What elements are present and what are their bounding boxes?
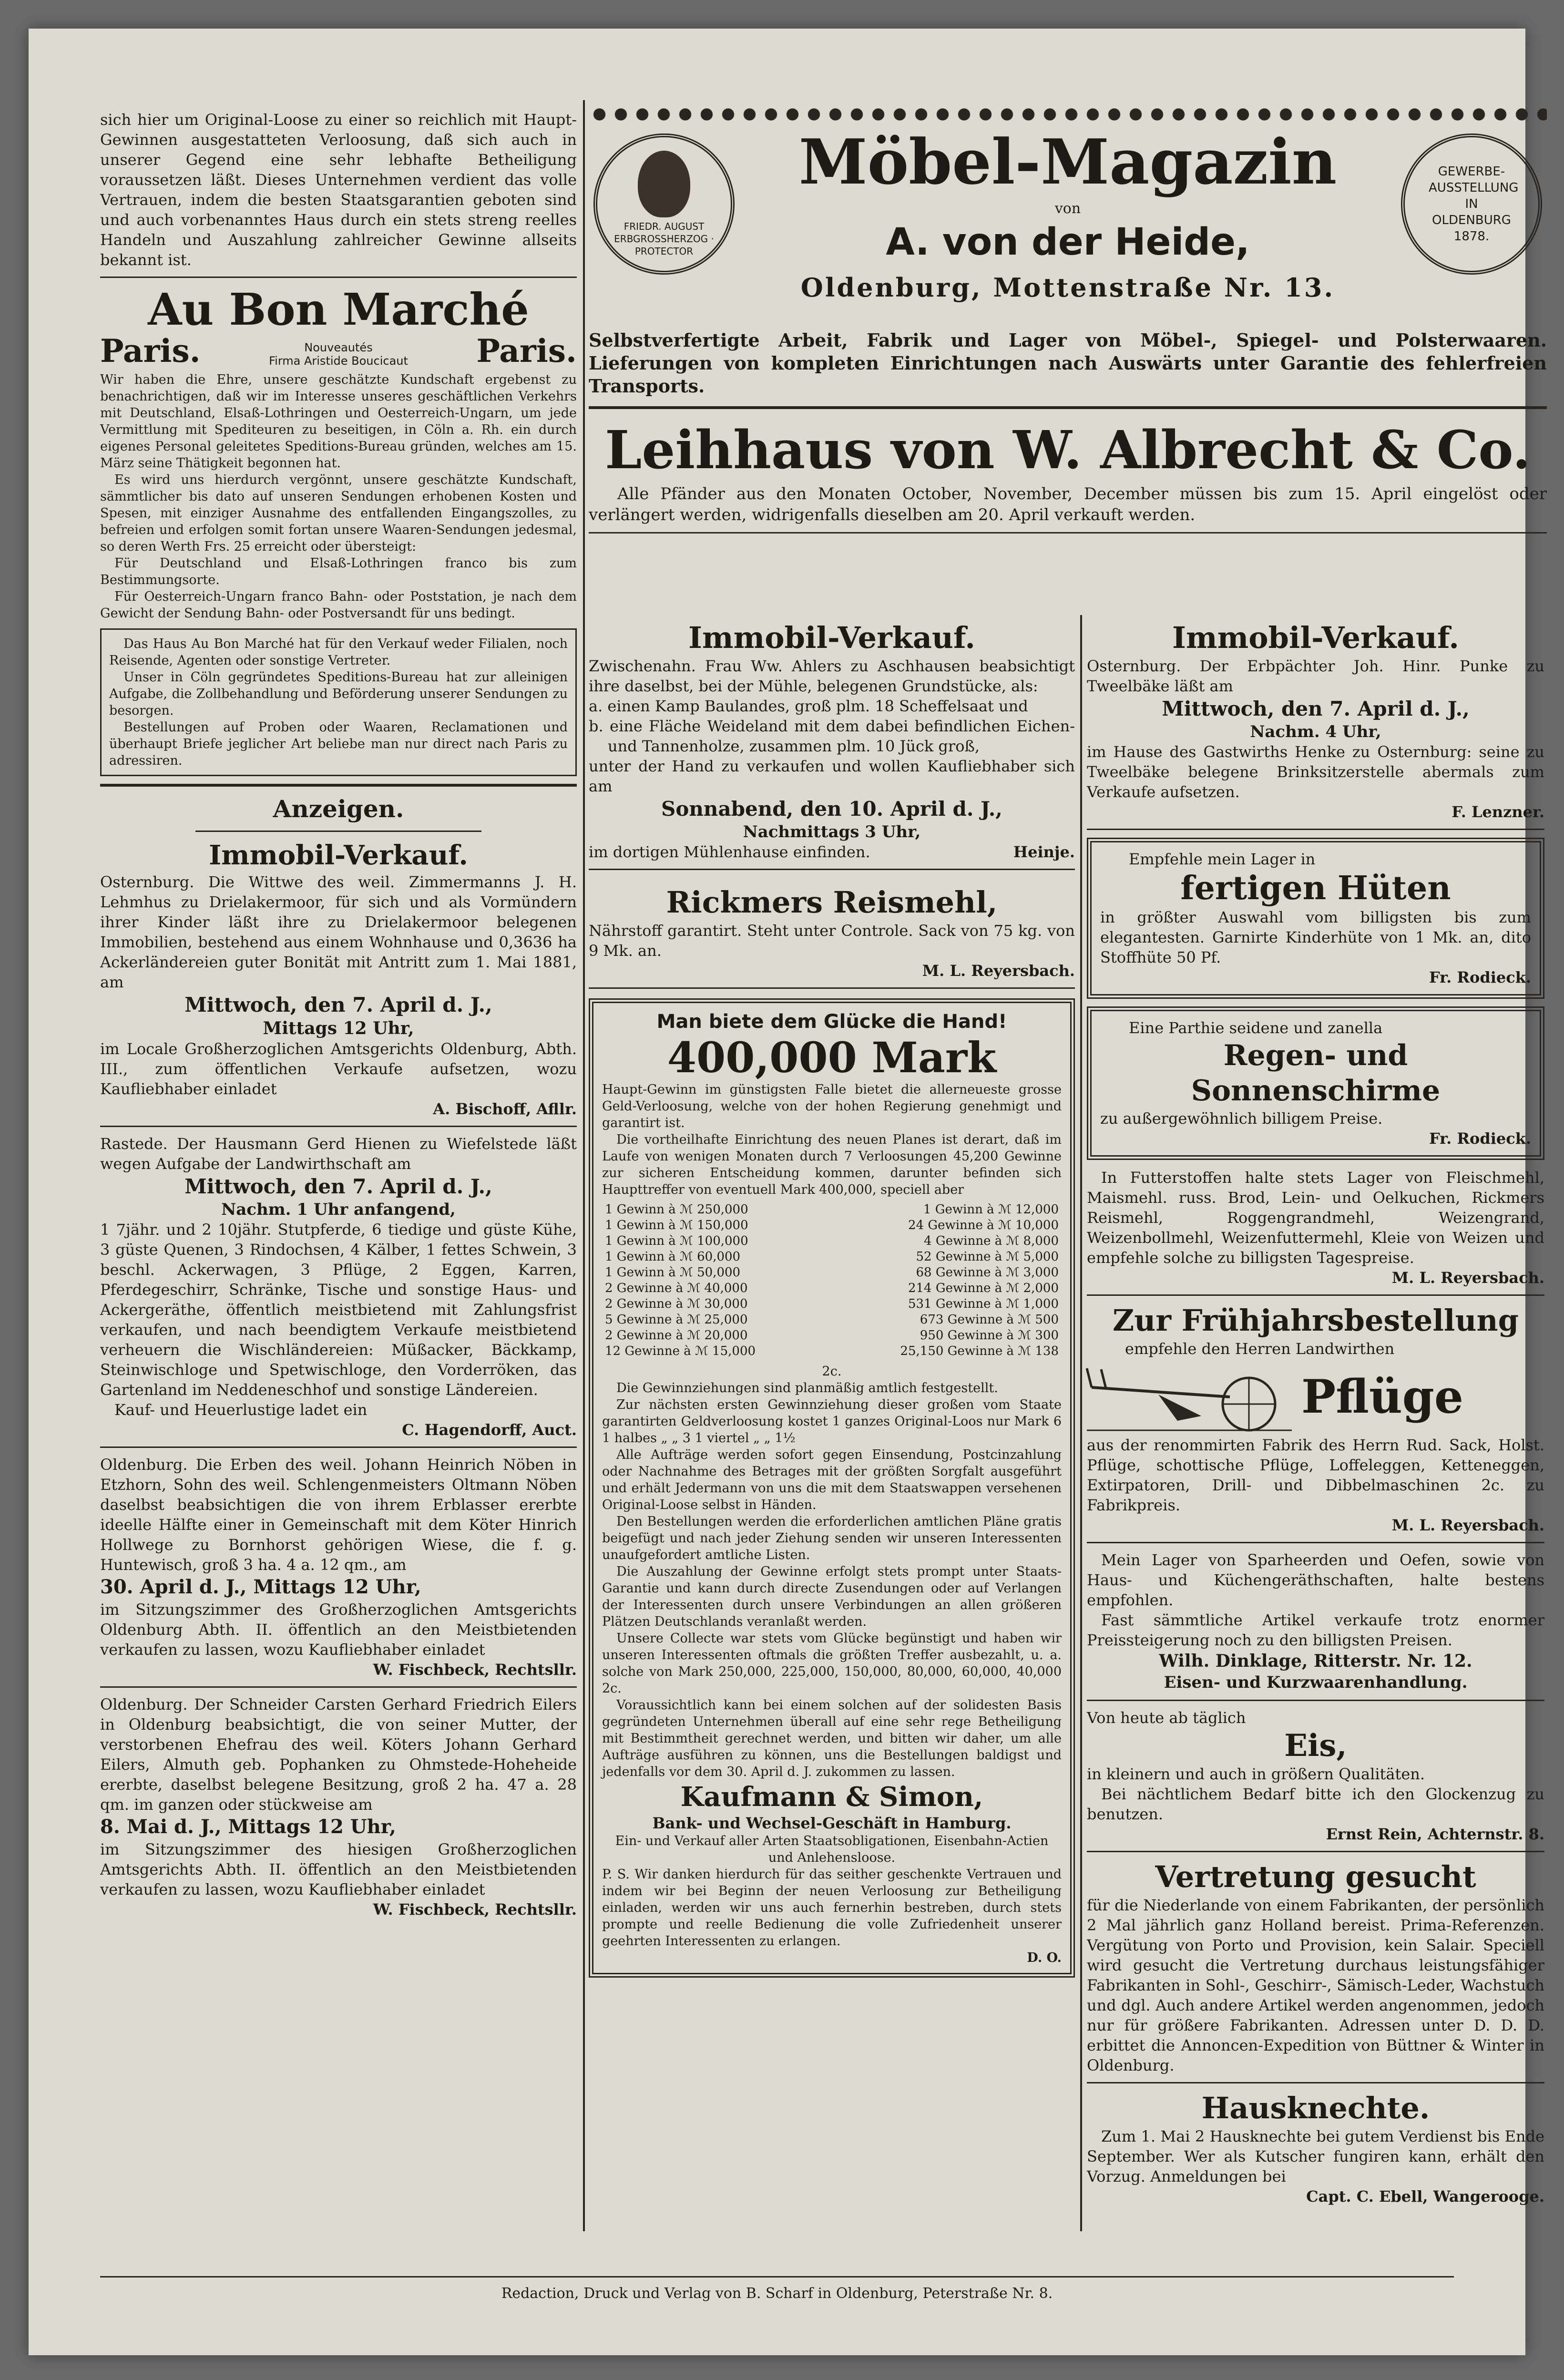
bon-marche-notice-box: [100, 628, 577, 776]
moebel-title: Möbel-Magazin: [798, 125, 1337, 198]
bon-marche-p1: Wir haben die Ehre, unsere geschätzte Kundschaft ergebenst zu benachrichtigen, daß wir im Interesse unseres geschäftlichen Verkehrs mit Deutschland, Elsaß-Lothringen und Oesterreich-Ungarn, um jede Vermittlung mit Spediteuren zu beseitigen, in Cöln a. Rh. ein durch eigenes Personal geleitetes Speditions-Bureau gründen, welches am 15. März seine Thätigkeit begonnen hat.: [100, 372, 577, 471]
portrait-medal-icon: [593, 133, 735, 275]
moebel-text: Selbstverfertigte Arbeit, Fabrik und Lager von Möbel-, Spiegel- und Polsterwaaren. Lieferungen von kompleten Einrichtungen nach Auswärts unter Garantie des fehlerfreien Transports.: [589, 329, 1547, 397]
ad-title: fertigen Hüten: [1180, 869, 1451, 907]
prize-cell: 25,150 Gewinne à ℳ 138: [900, 1344, 1059, 1358]
ad-body2: im Hause des Gastwirths Henke zu Osternburg: seine zu Tweelbäke belegene Brinksitzerstelle abermals zum Verkaufe aufsetzen.: [1087, 743, 1544, 801]
lottery-p8: Unsere Collecte war stets vom Glücke begünstigt und haben wir unseren Interessenten oftmals die größten Treffer ausbezahlt, u. a. solche von Mark 250,000, 225,000, 150,000, 80,000, 60,000, 40,000 2c.: [602, 1631, 1062, 1696]
prize-cell: 5 Gewinne à ℳ 25,000: [605, 1313, 748, 1327]
lottery-firm2: Bank- und Wechsel-Geschäft in Hamburg.: [652, 1814, 1012, 1832]
bon-marche-ad: [100, 285, 577, 776]
divider: [100, 2276, 1454, 2277]
divider: [100, 1686, 577, 1688]
prize-row: [602, 1218, 1062, 1233]
prize-cell: 2 Gewinne à ℳ 20,000: [605, 1328, 748, 1343]
lottery-headline: Man biete dem Glücke die Hand!: [656, 1011, 1007, 1033]
prize-row: [602, 1296, 1062, 1312]
ad-body: Nährstoff garantirt. Steht unter Controle. Sack von 75 kg. von 9 Mk. an.: [589, 922, 1075, 960]
ad-body: zu außergewöhnlich billigem Preise.: [1100, 1109, 1383, 1128]
bon-marche-box2: Unser in Cöln gegründetes Speditions-Bureau hat zur alleinigen Aufgabe, die Zollbehandlung und Beförderung unserer Sendungen zu besorgen.: [109, 670, 568, 718]
ad-body2: Fast sämmtliche Artikel verkaufe trotz enormer Preissteigerung noch zu den billigsten Preisen.: [1087, 1611, 1544, 1649]
prize-row: [602, 1233, 1062, 1249]
ad-signature: M. L. Reyersbach.: [1391, 1269, 1544, 1287]
lottery-ad: [589, 998, 1075, 1978]
divider: [1087, 1294, 1544, 1296]
prize-cell: 1 Gewinn à ℳ 60,000: [605, 1250, 741, 1264]
divider: [100, 1126, 577, 1127]
ad-title: Zur Frühjahrsbestellung: [1113, 1303, 1519, 1338]
dotted-border: [589, 105, 1547, 124]
lottery-etc: 2c.: [822, 1364, 842, 1379]
moebel-von: von: [1054, 200, 1081, 217]
divider: [100, 784, 577, 787]
ad-big-title: Pflüge: [1301, 1370, 1463, 1424]
ad-body: Osternburg. Die Wittwe des weil. Zimmermanns J. H. Lehmhus zu Drielakermoor, für sich und als Vormündern ihrer Kinder läßt ihre zu Drielakermoor belegenen Immobilien, bestehend aus einem Wohnhause und 0,3636 ha Ackerländereien guter Bonität mit Antritt zum 1. Mai 1881, am: [100, 873, 577, 991]
prize-table: [602, 1202, 1062, 1359]
prize-row: [602, 1249, 1062, 1265]
divider: [1087, 1542, 1544, 1543]
ad-title: Regen- und Sonnenschirme: [1191, 1039, 1441, 1108]
ad-noeben: [100, 1455, 577, 1680]
ad-body: in größter Auswahl vom billigsten bis zum elegantesten. Garnirte Kinderhüte von 1 Mk. an, dito Stoffhüte 50 Pf.: [1100, 908, 1531, 966]
ad-body2: im Locale Großherzoglichen Amtsgerichts Oldenburg, Abth. III., zum öffentlichen Verkaufe aufsetzen, wozu Kaufliebhaber einladet: [100, 1040, 577, 1098]
column-rule: [583, 100, 585, 2231]
ad-body: Zum 1. Mai 2 Hausknechte bei gutem Verdienst bis Ende September. Wer als Kutscher fungiren kann, erhält den Vorzug. Anmeldungen bei: [1087, 2127, 1544, 2185]
lottery-do: D. O.: [1027, 1950, 1062, 1965]
prize-cell: 2 Gewinne à ℳ 30,000: [605, 1297, 748, 1311]
divider: [589, 987, 1075, 989]
lottery-amount: 400,000 Mark: [667, 1033, 997, 1082]
ad-body2: im Sitzungszimmer des Großherzoglichen Amtsgerichts Oldenburg Abth. II. öffentlich an den Meistbietenden verkaufen zu lassen, wozu Kaufliebhaber einladet: [100, 1600, 577, 1659]
lottery-ps: P. S. Wir danken hierdurch für das seither geschenkte Vertrauen und indem wir bei Beginn der neuen Verloosung zur Betheiligung einladen, werden wir uns auch fernerhin bestreben, durch stets prompte und reelle Bedienung die volle Zufriedenheit unserer geehrten Interessenten zu erlangen.: [602, 1867, 1062, 1949]
ad-date: 30. April d. J., Mittags 12 Uhr,: [100, 1576, 421, 1598]
ad-huete: [1087, 838, 1544, 999]
lottery-p5: Alle Aufträge werden sofort gegen Einsendung, Postcinzahlung oder Nachnahme des Betrages mit der größten Sorgfalt ausgeführt und erhält Jedermann von uns die mit dem Staatswappen versehenen Original-Loose selbst in Händen.: [602, 1447, 1062, 1512]
ad-signature: W. Fischbeck, Rechtsllr.: [373, 1900, 577, 1918]
ad-intro: Von heute ab täglich: [1087, 1709, 1246, 1727]
moebel-firm: A. von der Heide,: [886, 221, 1250, 264]
lottery-p7: Die Auszahlung der Gewinne erfolgt stets prompt unter Staats-Garantie und kann durch directe Zusendungen oder auf Verlangen der Interessenten durch unsere Verbindungen an allen größeren Plätzen Deutschlands veranlaßt werden.: [602, 1564, 1062, 1629]
lottery-p9: Voraussichtlich kann bei einem solchen auf der solidesten Basis gegründeten Unternehmen überall auf eine sehr rege Betheiligung mit Bestimmtheit gerechnet werden, und bitten wir daher, um alle Aufträge ausführen zu können, uns die Bestellungen baldigst und jedenfalls vor dem 30. April d. J. zukommen zu lassen.: [602, 1698, 1062, 1779]
ad-time: Nachm. 1 Uhr anfangend,: [221, 1200, 456, 1219]
ad-body: Zwischenahn. Frau Ww. Ahlers zu Aschhausen beabsichtigt ihre daselbst, bei der Mühle, belegenen Grundstücke, als:: [589, 657, 1075, 695]
ad-item-b: b. eine Fläche Weideland mit dem dabei befindlichen Eichen- und Tannenholze, zusammen plm. 10 Jück groß,: [589, 717, 1075, 755]
ad-signature: Ernst Rein, Achternstr. 8.: [1326, 1825, 1544, 1843]
prize-row: [602, 1328, 1062, 1344]
ad-body: Oldenburg. Die Erben des weil. Johann Heinrich Nöben in Etzhorn, Sohn des weil. Schlengenmeisters Oltmann Nöben daselbst beabsichtigen die von ihrem Erblasser ererbte ideelle Hälfte einer in Gemeinschaft mit dem Köter Hinrich Hollwege zu Bornhorst gehörigen Wiese, die f. g. Huntewisch, groß 3 ha. 4 a. 12 qm., am: [100, 1456, 577, 1574]
lottery-p1: Haupt-Gewinn im günstigsten Falle bietet die allerneueste grosse Geld-Verloosung, welche von der hohen Regierung genehmigt und garantirt ist.: [602, 1082, 1062, 1130]
anzeigen-heading: Anzeigen.: [273, 795, 404, 823]
ad-title: Immobil-Verkauf.: [688, 620, 976, 655]
ad-signature: Fr. Rodieck.: [1429, 1129, 1531, 1148]
column-right: [1087, 620, 1544, 2206]
bon-marche-box3: Bestellungen auf Proben oder Waaren, Reclamationen und überhaupt Briefe jeglicher Art beliebe man nur direct nach Paris zu adressiren.: [109, 720, 568, 768]
divider: [1087, 829, 1544, 830]
ad-sub: empfehle den Herren Landwirthen: [1125, 1340, 1395, 1358]
bon-marche-p3: Für Deutschland und Elsaß-Lothringen franco bis zum Bestimmungsorte.: [100, 556, 577, 587]
ad-signature: Heinje.: [1013, 843, 1075, 861]
ad-place: im dortigen Mühlenhause einfinden.: [589, 843, 870, 861]
prize-cell: 1 Gewinn à ℳ 12,000: [923, 1202, 1059, 1217]
lottery-p6: Den Bestellungen werden die erforderlichen amtlichen Pläne gratis beigefügt und nach jeder Ziehung senden wir unseren Interessenten unaufgefordert amtliche Listen.: [602, 1514, 1062, 1562]
divider: [100, 1446, 577, 1448]
divider: [589, 869, 1075, 870]
prize-cell: 52 Gewinne à ℳ 5,000: [916, 1250, 1059, 1264]
ad-signature: A. Bischoff, Afllr.: [433, 1100, 577, 1118]
ad-body: in kleinern und auch in größern Qualitäten.: [1087, 1765, 1425, 1783]
ad-pfluege: [1087, 1303, 1544, 1535]
ad-signature: Fr. Rodieck.: [1429, 968, 1531, 986]
ad-ahlers: [589, 620, 1075, 862]
ad-reismehl: [589, 877, 1075, 981]
ad-vertretung: [1087, 1859, 1544, 2075]
ad-lehmhus: [100, 839, 577, 1119]
moebel-address: Oldenburg, Mottenstraße Nr. 13.: [800, 272, 1335, 303]
prize-cell: 24 Gewinne à ℳ 10,000: [908, 1218, 1059, 1232]
prize-cell: 531 Gewinne à ℳ 1,000: [908, 1297, 1059, 1311]
ad-body: Mein Lager von Sparheerden und Oefen, sowie von Haus- und Küchengeräthschaften, halte bestens empfohlen.: [1087, 1551, 1544, 1609]
column-middle: [589, 620, 1075, 1978]
ad-futter: [1087, 1168, 1544, 1288]
prize-cell: 1 Gewinn à ℳ 100,000: [605, 1234, 748, 1248]
ad-eilers: [100, 1694, 577, 1919]
ad-hausknechte: [1087, 2090, 1544, 2206]
ad-body: In Futterstoffen halte stets Lager von Fleischmehl, Maismehl. russ. Brod, Lein- und Oelkuchen, Rickmers Reismehl, Roggengrandmehl, Weizengrand, Weizenbollmehl, Weizenfuttermehl, Kleie von Weizen und empfehle solche zu billigsten Tagespreise.: [1087, 1169, 1544, 1267]
paris-right: Paris.: [476, 332, 577, 369]
prize-cell: 4 Gewinne à ℳ 8,000: [924, 1234, 1059, 1248]
ad-body2: 1 7jähr. und 2 10jähr. Stutpferde, 6 tiedige und güste Kühe, 3 güste Quenen, 3 Rindochsen, 4 Kälber, 1 fettes Schwein, 3 beschl. Ackerwagen, 3 Pflüge, 2 Eggen, Karren, Pferdegeschirr, Schränke, Tische und sonstige Haus- und Ackergeräthe, öffentlich meistbietend mit Zahlungsfrist verkaufen, und nach beendigtem Verkaufe meistbietend verheuern die Wischländereien: Müßacker, Bäckkamp, Steinwischloge und Spetwischloge, den Vorderröken, das Gartenland im Neddeneschhof und sonstige Ländereien.: [100, 1221, 577, 1399]
prize-row: [602, 1202, 1062, 1218]
ad-body: für die Niederlande von einem Fabrikanten, der persönlich 2 Mal jährlich ganz Holland bereist. Prima-Referenzen. Vergütung von Porto und Provision, kein Salair. Speciell wird gesucht die Vertretung durchaus leistungsfähiger Fabrikanten in Sohl-, Geschirr-, Sämisch-Leder, Wachstuch und dgl. Auch andere Artikel werden angenommen, jedoch nur für größere Fabrikanten. Adressen unter D. D. D. erbittet die Annoncen-Expedition von Büttner & Winter in Oldenburg.: [1087, 1896, 1544, 2074]
column-left: [100, 110, 577, 1919]
prize-cell: 950 Gewinne à ℳ 300: [920, 1328, 1059, 1343]
ad-date: 8. Mai d. J., Mittags 12 Uhr,: [100, 1816, 396, 1838]
exhibition-medal-icon: [1401, 133, 1542, 275]
ad-title: Immobil-Verkauf.: [209, 840, 468, 871]
ad-body: Osternburg. Der Erbpächter Joh. Hinr. Punke zu Tweelbäke läßt am: [1087, 657, 1544, 695]
ad-signature: Capt. C. Ebell, Wangerooge.: [1306, 2187, 1544, 2206]
ad-date: Mittwoch, den 7. April d. J.,: [184, 993, 492, 1016]
divider: [1087, 2082, 1544, 2083]
ad-body2: unter der Hand zu verkaufen und wollen Kaufliebhaber sich am: [589, 757, 1075, 795]
divider: [1087, 1851, 1544, 1852]
ad-signature: Wilh. Dinklage, Ritterstr. Nr. 12.: [1159, 1651, 1472, 1671]
prize-row: [602, 1312, 1062, 1328]
prize-row: [602, 1265, 1062, 1281]
ad-schirme: [1087, 1006, 1544, 1160]
ad-title: Vertretung gesucht: [1155, 1859, 1476, 1894]
lottery-p2: Die vortheilhafte Einrichtung des neuen Planes ist derart, daß im Laufe von wenigen Monaten durch 7 Verloosungen 45,200 Gewinne zur sicheren Entscheidung kommen, darunter befinden sich Haupttreffer von eventuell Mark 400,000, speciell aber: [602, 1132, 1062, 1197]
bon-marche-p4: Für Oesterreich-Ungarn franco Bahn- oder Poststation, je nach dem Gewicht der Sendung Bahn- oder Postversandt für uns bedingt.: [100, 589, 577, 621]
prize-cell: 68 Gewinne à ℳ 3,000: [916, 1265, 1059, 1280]
lottery-p3: Die Gewinnziehungen sind planmäßig amtlich festgestellt.: [616, 1381, 998, 1395]
prize-cell: 12 Gewinne à ℳ 15,000: [605, 1344, 756, 1358]
newspaper-page: [29, 29, 1547, 2355]
prize-cell: 214 Gewinne à ℳ 2,000: [908, 1281, 1059, 1295]
firma-label: Firma Aristide Boucicaut: [269, 354, 408, 368]
ad-time: Mittags 12 Uhr,: [263, 1018, 414, 1038]
ad-item-a: a. einen Kamp Baulandes, groß plm. 18 Scheffelsaat und: [589, 697, 1028, 715]
ad-punke: [1087, 620, 1544, 822]
leihhaus-title: Leihhaus von W. Albrecht & Co.: [604, 419, 1531, 481]
imprint: Redaction, Druck und Verlag von B. Scharf in Oldenburg, Peterstraße Nr. 8.: [501, 2285, 1053, 2302]
leihhaus-text: Alle Pfänder aus den Monaten October, November, December müssen bis zum 15. April eingelöst oder verlängert werden, widrigenfalls dieselben am 20. April verkauft werden.: [589, 484, 1547, 524]
divider: [589, 406, 1547, 409]
ad-signature: W. Fischbeck, Rechtsllr.: [373, 1661, 577, 1679]
ad-hienen: [100, 1134, 577, 1440]
ad-body2: Bei nächtlichem Bedarf bitte ich den Glockenzug zu benutzen.: [1087, 1785, 1544, 1823]
ad-signature: M. L. Reyersbach.: [922, 962, 1075, 980]
ad-date: Mittwoch, den 7. April d. J.,: [184, 1175, 492, 1198]
ad-date: Mittwoch, den 7. April d. J.,: [1162, 697, 1470, 720]
ad-body: aus der renommirten Fabrik des Herrn Rud. Sack, Holst. Pflüge, schottische Pflüge, Loffeleggen, Ketteneggen, Extirpatoren, Drill- und Dibbelmaschinen 2c. zu Fabrikpreis.: [1087, 1436, 1544, 1514]
divider: [195, 831, 481, 832]
intro-text: sich hier um Original-Loose zu einer so reichlich mit Haupt-Gewinnen ausgestatteten Verloosung, daß sich auch in unserer Gegend eine sehr lebhafte Betheiligung voraussetzen läßt. Dieses Unternehmen verdient das volle Vertrauen, indem die besten Staatsgarantien geboten sind und auch vorbenanntes Haus durch ein stets streng reelles Handeln und Auszahlung zahlreicher Gewinne allseits bekannt ist.: [100, 111, 577, 269]
bon-marche-p2: Es wird uns hierdurch vergönnt, unsere geschätzte Kundschaft, sämmtlicher bis dato auf unseren Sendungen erhobenen Kosten und Spesen, mit einziger Ausnahme des entfallenden Eingangszolles, zu befreien und erfolgen somit fortan unsere Waaren-Sendungen jedesmal, so deren Werth Frs. 25 erreicht oder übersteigt:: [100, 472, 577, 554]
ad-signature: M. L. Reyersbach.: [1391, 1516, 1544, 1534]
ad-time: Nachmittags 3 Uhr,: [743, 822, 921, 841]
ad-eis: [1087, 1708, 1544, 1844]
ad-signature: F. Lenzner.: [1452, 803, 1544, 821]
ad-date: Sonnabend, den 10. April d. J.,: [661, 797, 1002, 821]
bon-marche-box1: Das Haus Au Bon Marché hat für den Verkauf weder Filialen, noch Reisende, Agenten oder sonstige Vertreter.: [109, 636, 568, 668]
column-rule: [1080, 615, 1082, 2231]
paris-left: Paris.: [100, 332, 201, 369]
prize-cell: 1 Gewinn à ℳ 50,000: [605, 1265, 741, 1280]
lottery-firm: Kaufmann & Simon,: [680, 1781, 983, 1813]
ad-body3: Kauf- und Heuerlustige ladet ein: [114, 1401, 368, 1419]
prize-row: [602, 1344, 1062, 1359]
ad-body: Oldenburg. Der Schneider Carsten Gerhard Friedrich Eilers in Oldenburg beabsichtigt, die von seiner Mutter, der verstorbenen Ehefrau des weil. Köters Johann Gerhard Eilers, Almuth geb. Pophanken zu Ohmstede-Hoheheide ererbte, daselbst belegene Besitzung, groß 2 ha. 47 a. 28 qm. im ganzen oder stückweise am: [100, 1695, 577, 1814]
prize-cell: 1 Gewinn à ℳ 250,000: [605, 1202, 748, 1217]
lottery-p4: Zur nächsten ersten Gewinnziehung dieser großen vom Staate garantirten Geldverloosung kostet 1 ganzes Original-Loos nur Mark 6 1 halbes „ „ 3 1 viertel „ „ 1½: [602, 1397, 1062, 1446]
ad-time: Nachm. 4 Uhr,: [1250, 722, 1381, 741]
divider: [589, 532, 1547, 533]
ad-dinklage: [1087, 1550, 1544, 1693]
seal-right-text: GEWERBE-AUSSTELLUNG IN OLDENBURG 1878.: [1429, 164, 1519, 244]
bon-marche-title: Au Bon Marché: [148, 284, 529, 335]
prize-cell: 1 Gewinn à ℳ 150,000: [605, 1218, 748, 1232]
prize-cell: 2 Gewinne à ℳ 40,000: [605, 1281, 748, 1295]
divider: [100, 277, 577, 278]
ad-body2: im Sitzungszimmer des hiesigen Großherzoglichen Amtsgerichts Abth. II. öffentlich an den Meistbietenden verkaufen zu lassen, wozu Kaufliebhaber einladet: [100, 1840, 577, 1898]
ad-signature: C. Hagendorff, Auct.: [402, 1421, 577, 1439]
ad-title: Immobil-Verkauf.: [1172, 620, 1460, 655]
ad-title: Hausknechte.: [1201, 2091, 1430, 2125]
moebel-magazin-ad: [589, 105, 1547, 540]
ad-intro: Empfehle mein Lager in: [1129, 850, 1316, 868]
footer: [100, 2269, 1454, 2303]
prize-cell: 673 Gewinne à ℳ 500: [920, 1313, 1059, 1327]
nouveautes-label: Nouveautés: [304, 341, 373, 354]
ad-body: Rastede. Der Hausmann Gerd Hienen zu Wiefelstede läßt wegen Aufgabe der Landwirthschaft am: [100, 1135, 577, 1173]
seal-left-text: FRIEDR. AUGUST ERBGROSSHERZOG · PROTECTOR: [614, 221, 714, 257]
ad-title: Eis,: [1284, 1728, 1347, 1764]
lottery-firm3: Ein- und Verkauf aller Arten Staatsobligationen, Eisenbahn-Actien und Anlehensloose.: [615, 1834, 1049, 1865]
plough-icon: [1087, 1359, 1292, 1435]
prize-row: [602, 1281, 1062, 1296]
divider: [1087, 1700, 1544, 1701]
ad-title: Rickmers Reismehl,: [666, 885, 998, 920]
ad-signature-2: Eisen- und Kurzwaarenhandlung.: [1164, 1673, 1468, 1692]
ad-intro: Eine Parthie seidene und zanella: [1129, 1019, 1383, 1037]
